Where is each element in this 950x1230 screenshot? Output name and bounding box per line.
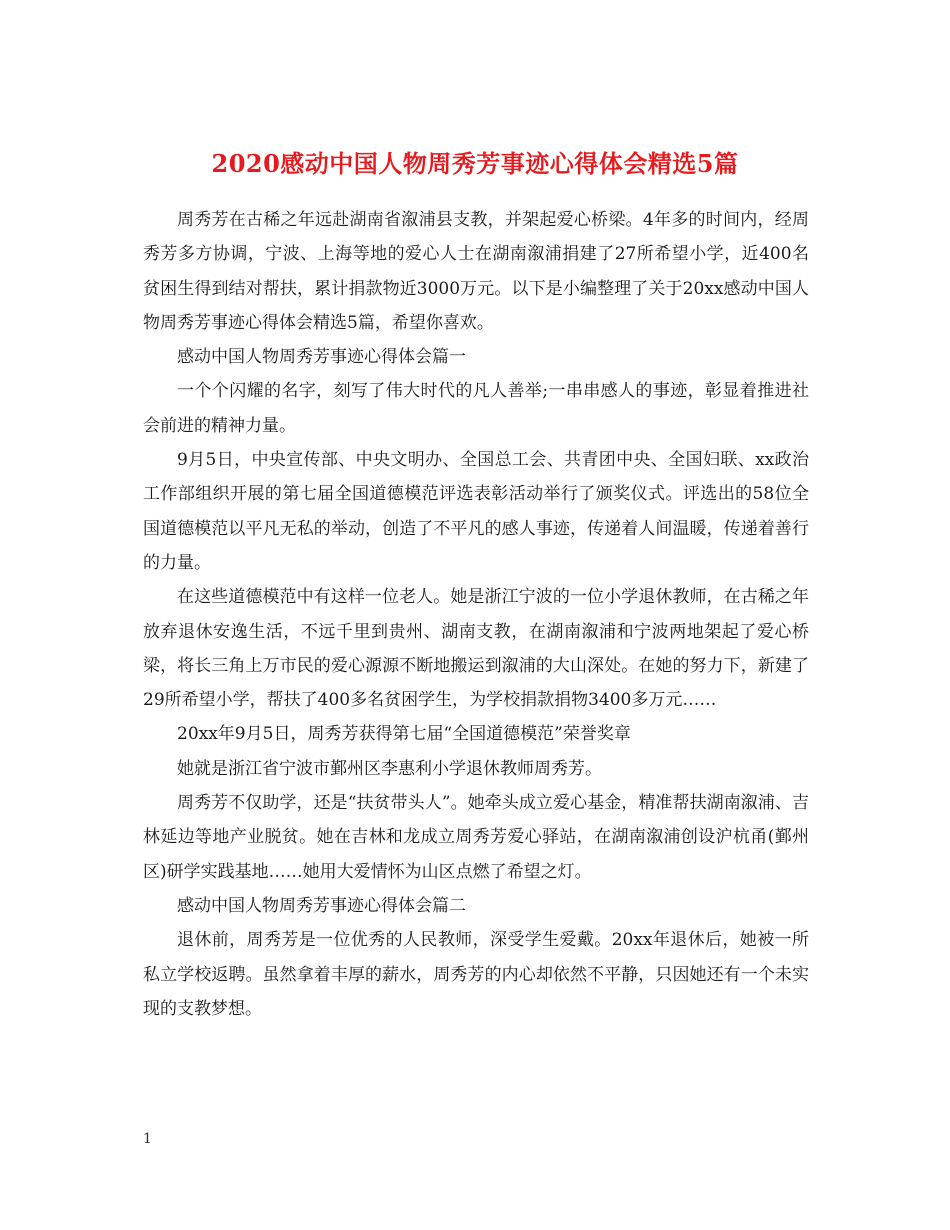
- page-title: 2020感动中国人物周秀芳事迹心得体会精选5篇: [211, 149, 739, 179]
- paragraph: 退休前，周秀芳是一位优秀的人民教师，深受学生爱戴。20xx年退休后，她被一所私立学校返聘。虽然拿着丰厚的薪水，周秀芳的内心却依然不平静，只因她还有一个未实现的支教梦想。: [143, 930, 809, 1019]
- page-number: 1: [143, 1131, 152, 1147]
- paragraph: 9月5日，中央宣传部、中央文明办、全国总工会、共青团中央、全国妇联、xx政治工作部组织开展的第七届全国道德模范评选表彰活动举行了颁奖仪式。评选出的58位全国道德模范以平凡无私的举动，创造了不平凡的感人事迹，传递着人间温暖，传递着善行的力量。: [143, 450, 809, 573]
- section-heading-2: 感动中国人物周秀芳事迹心得体会篇二: [177, 895, 466, 916]
- paragraph: 她就是浙江省宁波市鄞州区李惠利小学退休教师周秀芳。: [177, 758, 602, 779]
- paragraph-intro: 周秀芳在古稀之年远赴湖南省溆浦县支教，并架起爱心桥梁。4年多的时间内，经周秀芳多方协调，宁波、上海等地的爱心人士在湖南溆浦捐建了27所希望小学，近400名贫困生得到结对帮扶，累计捐款物近3000万元。以下是小编整理了关于20xx感动中国人物周秀芳事迹心得体会精选5篇，希望你喜欢。: [143, 210, 809, 333]
- section-heading-1: 感动中国人物周秀芳事迹心得体会篇一: [177, 347, 466, 368]
- paragraph: 周秀芳不仅助学，还是“扶贫带头人”。她牵头成立爱心基金，精准帮扶湖南溆浦、吉林延边等地产业脱贫。她在吉林和龙成立周秀芳爱心驿站，在湖南溆浦创设沪杭甬(鄞州区)研学实践基地……她用大爱情怀为山区点燃了希望之灯。: [143, 793, 809, 882]
- paragraph: 20xx年9月5日，周秀芳获得第七届“全国道德模范”荣誉奖章: [177, 724, 631, 745]
- paragraph: 在这些道德模范中有这样一位老人。她是浙江宁波的一位小学退休教师，在古稀之年放弃退休安逸生活，不远千里到贵州、湖南支教，在湖南溆浦和宁波两地架起了爱心桥梁，将长三角上万市民的爱心源源不断地搬运到溆浦的大山深处。在她的努力下，新建了29所希望小学，帮扶了400多名贫困学生，为学校捐款捐物3400多万元……: [143, 587, 809, 711]
- document-body: [143, 203, 809, 1026]
- paragraph: 一个个闪耀的名字，刻写了伟大时代的凡人善举;一串串感人的事迹，彰显着推进社会前进的精神力量。: [143, 381, 809, 436]
